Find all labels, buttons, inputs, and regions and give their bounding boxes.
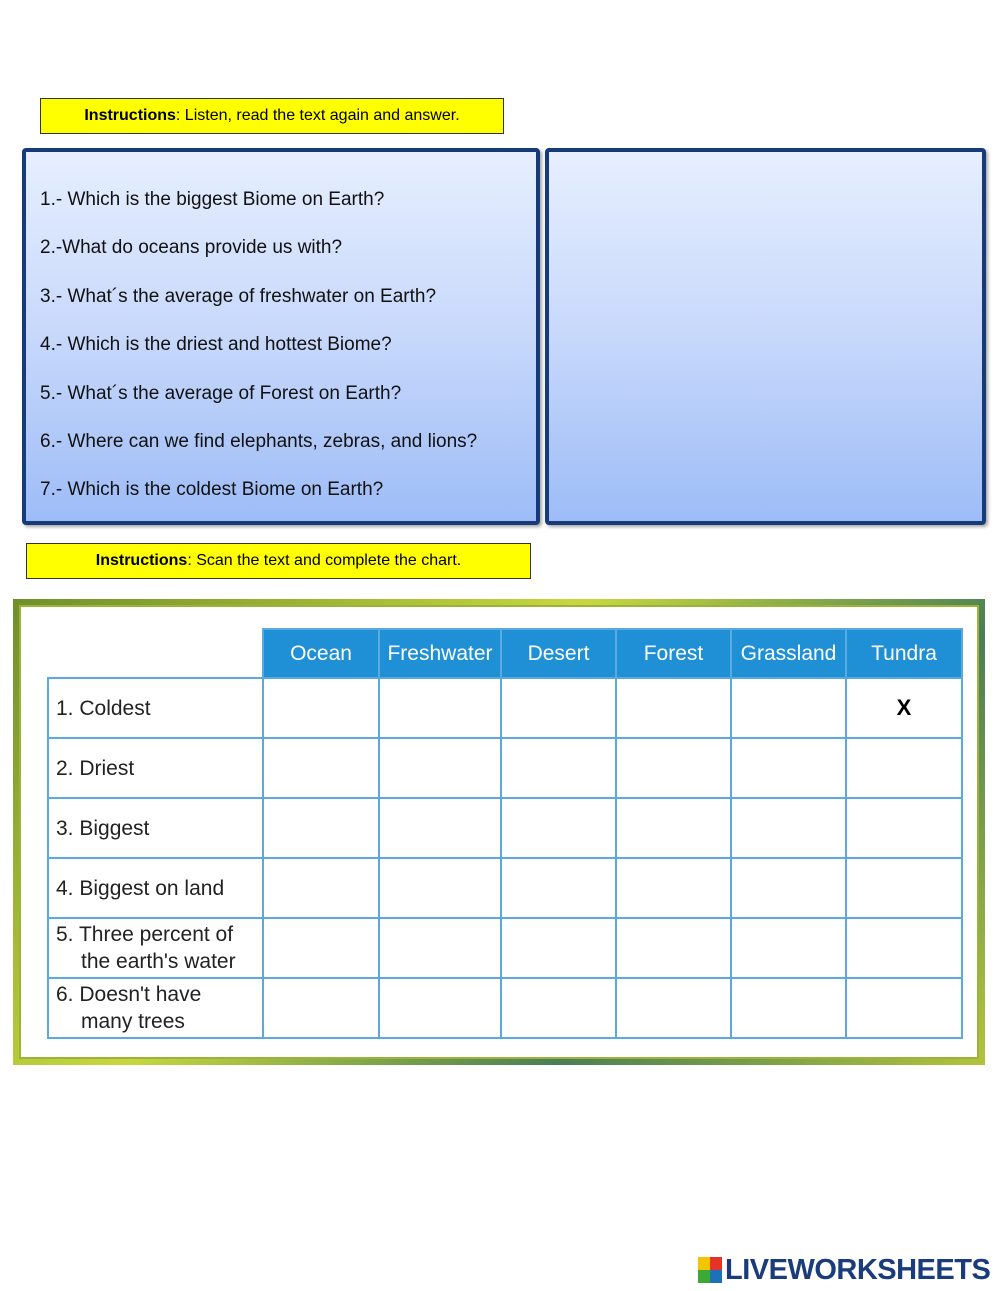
question-4: 4.- Which is the driest and hottest Biome?: [40, 334, 392, 356]
answer-cell[interactable]: [501, 678, 616, 738]
answer-cell[interactable]: [379, 798, 501, 858]
answer-cell[interactable]: [616, 858, 731, 918]
logo-text: LIVEWORKSHEETS: [725, 1253, 991, 1286]
answer-cell[interactable]: [263, 798, 379, 858]
row-label-few-trees: [48, 978, 263, 1038]
column-header-tundra: Tundra: [846, 629, 962, 678]
row-label-biggest-on-land: 4. Biggest on land: [48, 858, 263, 918]
answer-cell[interactable]: [379, 738, 501, 798]
answer-cell[interactable]: [846, 978, 962, 1038]
answer-cell[interactable]: [263, 858, 379, 918]
logo-square: [710, 1257, 722, 1270]
column-header-desert: Desert: [501, 629, 616, 678]
answer-cell[interactable]: [379, 918, 501, 978]
chart-inner: [19, 605, 979, 1059]
answer-cell[interactable]: [501, 918, 616, 978]
table-row: [48, 678, 962, 738]
answer-cell-marked[interactable]: X: [846, 678, 962, 738]
table-row: [48, 858, 962, 918]
liveworksheets-logo: [698, 1254, 990, 1286]
question-1: 1.- Which is the biggest Biome on Earth?: [40, 189, 385, 210]
answer-cell[interactable]: [616, 798, 731, 858]
chart-corner: [48, 629, 263, 678]
column-header-ocean: Ocean: [263, 629, 379, 678]
column-header-forest: Forest: [616, 629, 731, 678]
table-row: [48, 978, 962, 1038]
answer-cell[interactable]: [846, 738, 962, 798]
table-row: [48, 918, 962, 978]
instructions-text: : Listen, read the text again and answer.: [175, 107, 460, 124]
row-label-driest: 2. Driest: [48, 738, 263, 798]
column-header-grassland: Grassland: [731, 629, 846, 678]
row-label-line-2: the earth's water: [81, 950, 236, 973]
row-label-line-2: many trees: [81, 1010, 185, 1033]
answer-cell[interactable]: [616, 918, 731, 978]
answer-cell[interactable]: [616, 738, 731, 798]
row-label-line-1: 6. Doesn't have: [56, 983, 202, 1006]
row-label-biggest: 3. Biggest: [48, 798, 263, 858]
answer-cell[interactable]: [501, 858, 616, 918]
answer-cell[interactable]: [501, 738, 616, 798]
row-label-three-percent: [48, 918, 263, 978]
question-3: 3.- What´s the average of freshwater on Earth?: [40, 285, 437, 307]
row-label-coldest: 1. Coldest: [48, 678, 263, 738]
logo-square: [698, 1257, 710, 1270]
answer-cell[interactable]: [263, 918, 379, 978]
logo-square: [698, 1270, 710, 1283]
instructions-banner-1: [40, 98, 504, 134]
questions-panel: [22, 148, 540, 525]
table-row: [48, 738, 962, 798]
row-label-line-1: 5. Three percent of: [56, 923, 234, 946]
logo-square: [710, 1270, 722, 1283]
instructions-label: Instructions: [95, 552, 188, 569]
question-2: 2.-What do oceans provide us with?: [40, 237, 343, 259]
answer-cell[interactable]: [846, 798, 962, 858]
question-6: 6.- Where can we find elephants, zebras, and lions?: [40, 431, 478, 453]
instructions-text: : Scan the text and complete the chart.: [187, 552, 462, 569]
chart-frame: [13, 599, 985, 1065]
answer-cell[interactable]: [846, 918, 962, 978]
answer-cell[interactable]: [731, 738, 846, 798]
question-5: 5.- What´s the average of Forest on Earth?: [40, 382, 402, 404]
answer-cell[interactable]: [731, 798, 846, 858]
column-header-freshwater: Freshwater: [379, 629, 501, 678]
answer-cell[interactable]: [731, 978, 846, 1038]
answer-cell[interactable]: [379, 978, 501, 1038]
answer-cell[interactable]: [379, 858, 501, 918]
table-row: [48, 798, 962, 858]
answer-cell[interactable]: [379, 678, 501, 738]
answer-cell[interactable]: [501, 798, 616, 858]
answer-cell[interactable]: [731, 858, 846, 918]
instructions-label: Instructions: [84, 107, 176, 124]
answer-cell[interactable]: [263, 978, 379, 1038]
biome-chart: [47, 628, 963, 1039]
answer-cell[interactable]: [731, 918, 846, 978]
answer-cell[interactable]: [846, 858, 962, 918]
answer-cell[interactable]: [731, 678, 846, 738]
logo-icon: [698, 1257, 722, 1283]
answer-cell[interactable]: [263, 738, 379, 798]
answer-cell[interactable]: [263, 678, 379, 738]
answer-cell[interactable]: [616, 678, 731, 738]
answer-cell[interactable]: [501, 978, 616, 1038]
answer-cell[interactable]: [616, 978, 731, 1038]
question-7: 7.- Which is the coldest Biome on Earth?: [40, 479, 384, 501]
instructions-banner-2: [26, 543, 531, 579]
answer-panel[interactable]: [545, 148, 986, 525]
